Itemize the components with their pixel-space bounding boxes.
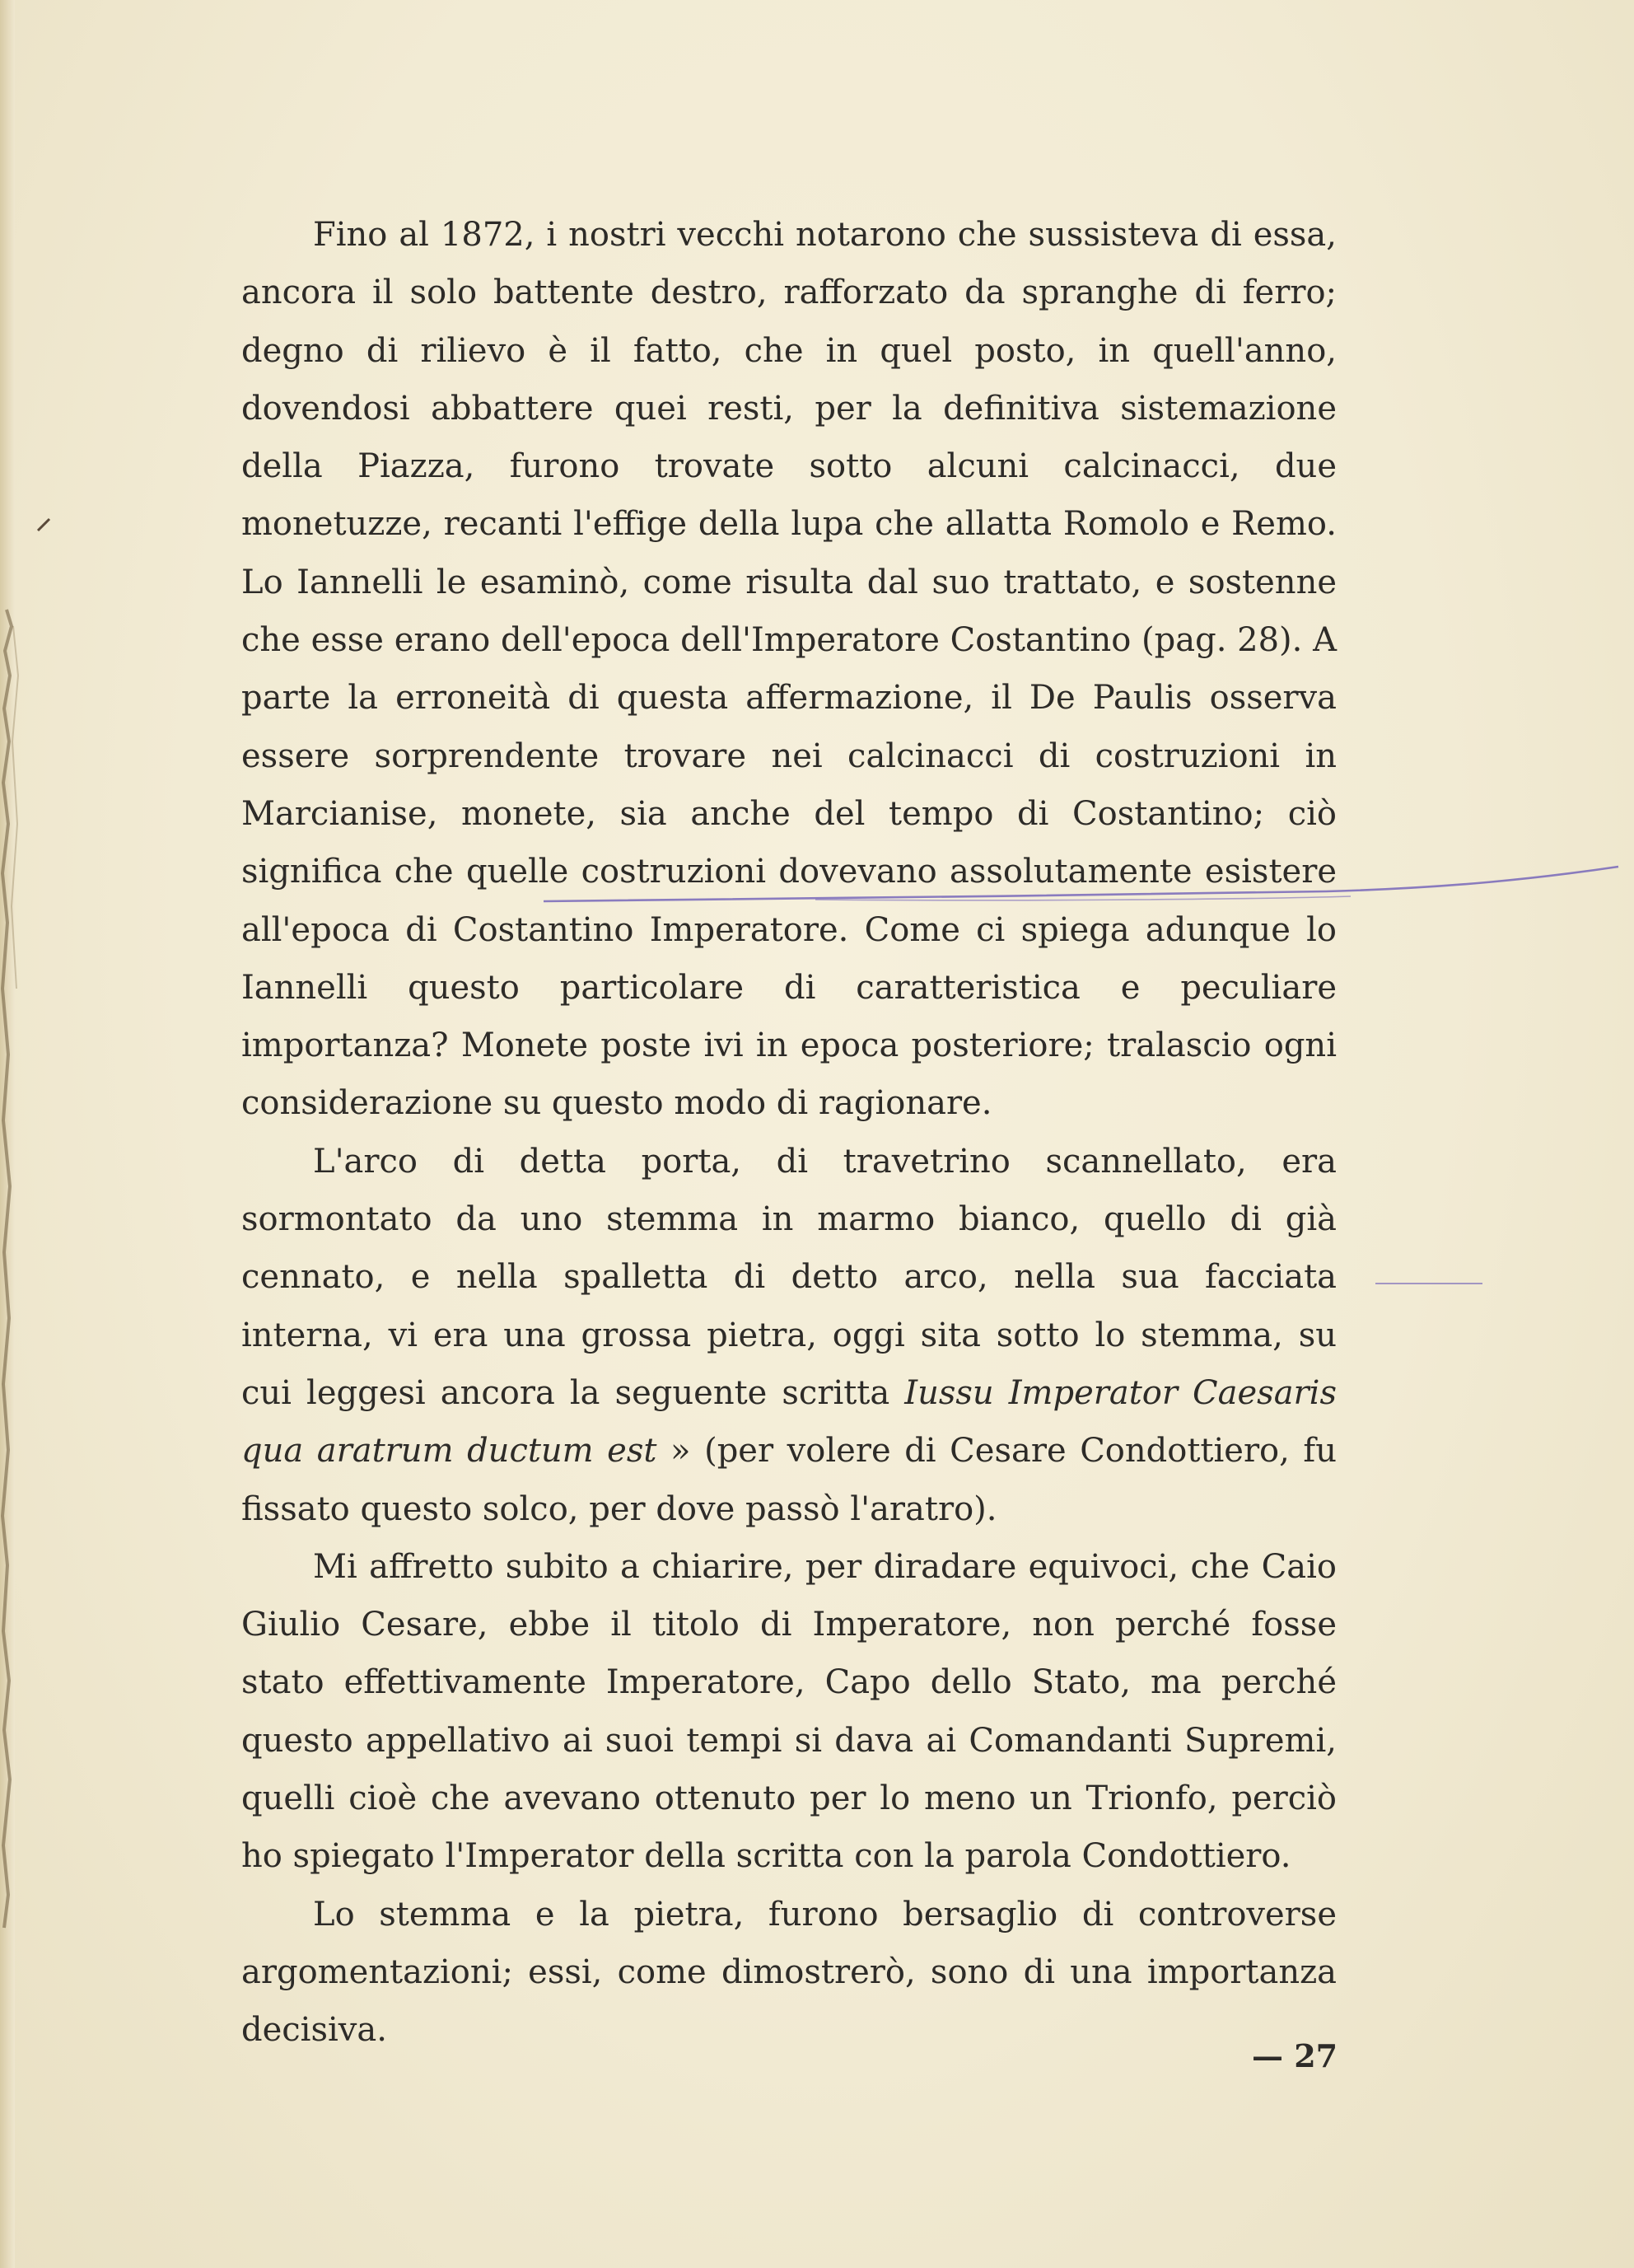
paragraph-2	[241, 1133, 1337, 1538]
body-text	[241, 206, 1337, 2060]
torn-edge-decoration	[0, 0, 49, 2268]
paragraph-2-after: » (per volere di Cesare Condottiero, fu fissato questo solco, per dove passò l'aratro).	[241, 1432, 1338, 1528]
pen-underline-mark	[502, 863, 1622, 905]
margin-pen-mark	[35, 517, 53, 534]
page-number: — 27	[1252, 2037, 1338, 2074]
paragraph-2-before: L'arco di detta porta, di travetrino scannellato, era sormontato da uno stemma in marmo bianco, quello di già cennato, e nella spalletta di detto arco, nella sua facciata interna, vi era una grossa pietra, oggi sita sotto lo stemma, su cui leggesi ancora la seguente scritta	[241, 1142, 1337, 1412]
paragraph-3: Mi affretto subito a chiarire, per diradare equivoci, che Caio Giulio Cesare, ebbe il titolo di Imperatore, non perché fosse stato effettivamente Imperatore, Capo dello Stato, ma perché questo appellativo ai suoi tempi si dava ai Comandanti Supremi, quelli cioè che avevano ottenuto per lo meno un Trionfo, perciò ho spiegato l'Imperator della scritta con la parola Condottiero.	[241, 1547, 1337, 1876]
paragraph-4: Lo stemma e la pietra, furono bersaglio di controverse argomentazioni; essi, come dimostrerò, sono di una importanza decisiva.	[241, 1895, 1337, 2050]
pen-margin-line	[1375, 1281, 1482, 1286]
latin-inscription: Iussu Imperator Caesaris qua aratrum ductum est	[241, 1373, 1337, 1471]
paragraph-1: Fino al 1872, i nostri vecchi notarono che sussisteva di essa, ancora il solo battente destro, rafforzato da spranghe di ferro; degno di rilievo è il fatto, che in quel posto, in quell'anno, dovendosi abbattere quei resti, per la definitiva sistemazione della Piazza, furono trovate sotto alcuni calcinacci, due monetuzze, recanti l'effige della lupa che allatta Romolo e Remo. Lo Iannelli le esaminò, come risulta dal suo trattato, e sostenne che esse erano dell'epoca dell'Imperatore Costantino (pag. 28). A parte la erroneità di questa affermazione, il De Paulis osserva essere sorprendente trovare nei calcinacci di costruzioni in Marcianise, monete, sia anche del tempo di Costantino; ciò significa che quelle costruzioni dovevano assolutamente esistere all'epoca di Costantino Imperatore. Come ci spiega adunque lo Iannelli questo particolare di caratteristica e peculiare importanza? Monete poste ivi in epoca posteriore; tralascio ogni considerazione su questo modo di ragionare.	[241, 216, 1337, 1123]
